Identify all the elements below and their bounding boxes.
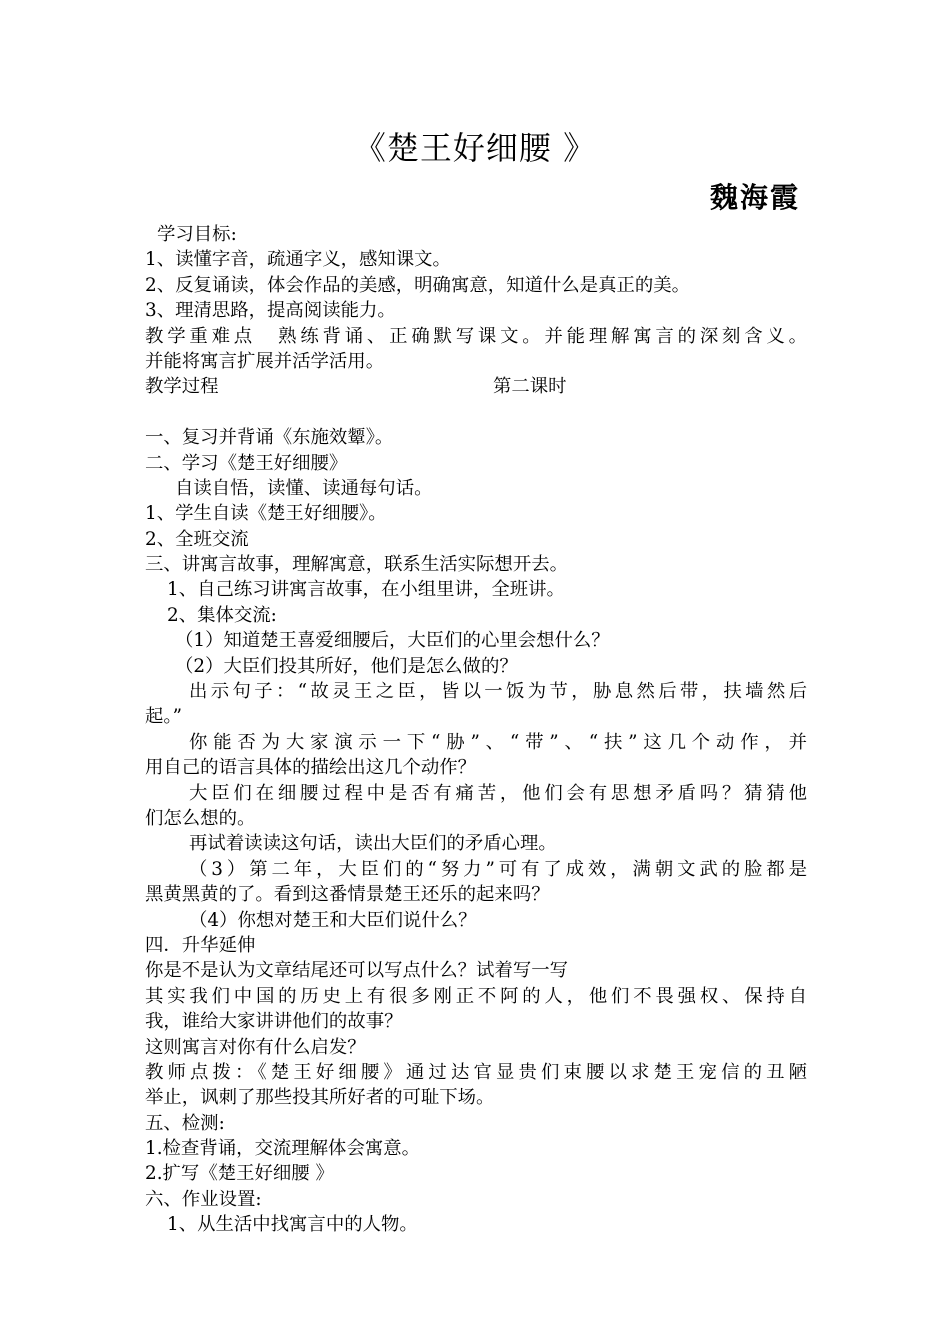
list-item: 2、全班交流 xyxy=(145,528,249,550)
question-item: （1）知道楚王喜爱细腰后，大臣们的心里会想什么？ xyxy=(175,630,610,652)
author-name: 魏海霞 xyxy=(709,181,800,214)
list-item: 1、从生活中找寓言中的人物。 xyxy=(167,1214,418,1236)
paragraph-line: 你是不是认为文章结尾还可以写点什么？试着写一写 xyxy=(145,960,568,982)
section-heading: 五、检测: xyxy=(145,1112,225,1134)
paragraph-line: 自读自悟，读懂、读通每句话。 xyxy=(175,477,433,499)
section-heading: 二、学习《楚王好细腰》 xyxy=(145,452,348,474)
objectives-heading: 学习目标: xyxy=(157,224,237,245)
paragraph-line: 大臣们在细腰过程中是否有痛苦，他们会有思想矛盾吗？猜猜他 xyxy=(189,782,807,804)
paragraph-line: 再试着读读这句话，读出大臣们的矛盾心理。 xyxy=(189,833,557,855)
section-heading: 三、讲寓言故事，理解寓意，联系生活实际想开去。 xyxy=(145,554,568,576)
question-item: （4）你想对楚王和大臣们说什么？ xyxy=(189,909,477,931)
question-item: （2）大臣们投其所好，他们是怎么做的？ xyxy=(175,655,518,677)
objective-item: 2、反复诵读，体会作品的美感，明确寓意，知道什么是真正的美。 xyxy=(145,274,691,296)
list-item: 2.扩写《楚王好细腰 》 xyxy=(145,1163,334,1185)
paragraph-line: 你能否为大家演示一下“胁”、“带”、“扶”这几个动作，并 xyxy=(189,731,807,753)
paragraph-line: 教师点拨：《楚王好细腰》通过达官显贵们束腰以求楚王宠信的丑陋 xyxy=(145,1061,807,1083)
paragraph-line: 这则寓言对你有什么启发？ xyxy=(145,1036,366,1058)
paragraph-line: 举止，讽刺了那些投其所好者的可耻下场。 xyxy=(145,1087,495,1109)
list-item: 1.检查背诵，交流理解体会寓意。 xyxy=(145,1138,421,1160)
process-label: 教学过程 xyxy=(145,376,219,398)
section-heading: 六、作业设置: xyxy=(145,1188,262,1210)
document-title: 《楚王好细腰 》 xyxy=(353,129,597,167)
question-item: （3）第二年，大臣们的“努力”可有了成效，满朝文武的脸都是 xyxy=(189,858,807,880)
paragraph-line: 出示句子：“故灵王之臣，皆以一饭为节，胁息然后带，扶墙然后 xyxy=(189,681,807,703)
section-heading: 一、复习并背诵《东施效颦》。 xyxy=(145,427,394,449)
paragraph-line: 我，谁给大家讲讲他们的故事？ xyxy=(145,1011,403,1033)
process-row xyxy=(145,374,807,399)
list-item: 1、自己练习讲寓言故事，在小组里讲，全班讲。 xyxy=(167,579,565,601)
objective-item: 1、读懂字音，疏通字义，感知课文。 xyxy=(145,249,451,271)
paragraph-line: 其实我们中国的历史上有很多刚正不阿的人，他们不畏强权、保持自 xyxy=(145,985,807,1007)
list-item: 1、学生自读《楚王好细腰》。 xyxy=(145,503,387,525)
section-heading: 四．升华延伸 xyxy=(145,934,256,956)
list-item: 2、集体交流: xyxy=(167,604,277,626)
difficulty-line: 教学重难点 熟练背诵、正确默写课文。并能理解寓言的深刻含义。 xyxy=(145,325,807,347)
blank-line xyxy=(145,400,807,425)
objective-item: 3、理清思路，提高阅读能力。 xyxy=(145,300,396,322)
paragraph-line: 黑黄黑黄的了。看到这番情景楚王还乐的起来吗？ xyxy=(145,884,550,906)
paragraph-line: 起。” xyxy=(145,706,182,728)
document-body xyxy=(145,222,807,1238)
difficulty-line: 并能将寓言扩展并活学活用。 xyxy=(145,350,385,372)
paragraph-line: 用自己的语言具体的描绘出这几个动作？ xyxy=(145,757,477,779)
paragraph-line: 们怎么想的。 xyxy=(145,807,256,829)
session-label: 第二课时 xyxy=(493,376,567,398)
